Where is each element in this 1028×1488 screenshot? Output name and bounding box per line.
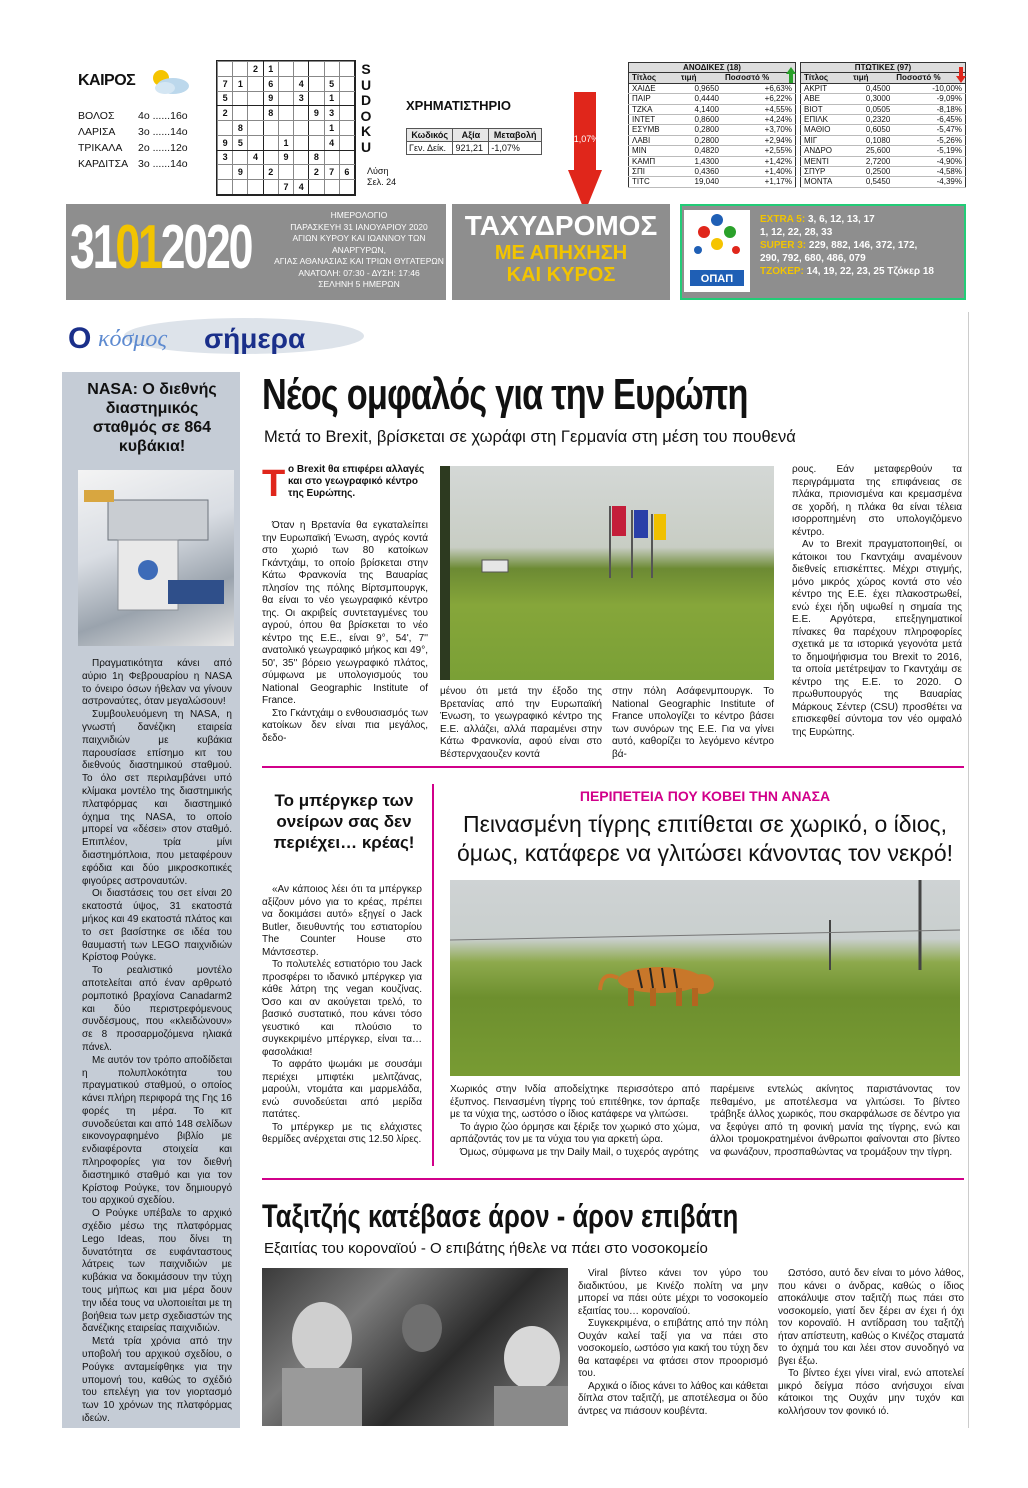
- table-cell: 0,4440: [678, 94, 722, 104]
- sudoku-cell: [324, 62, 339, 77]
- table-cell: 0,9650: [678, 83, 722, 93]
- courier-tagline: ΚΑΙ ΚΥΡΟΣ: [506, 264, 616, 286]
- table-cell: +6,63%: [722, 83, 796, 93]
- sudoku-cell: [294, 62, 309, 77]
- table-cell: ΤΖΚΑ: [629, 104, 678, 114]
- table-cell: ΒΙΟΤ: [801, 104, 850, 114]
- sudoku-cell: 4: [294, 180, 309, 195]
- sudoku-cell: [218, 62, 233, 77]
- sudoku-cell: [324, 180, 339, 195]
- table-cell: 0,2800: [678, 135, 722, 145]
- table-cell: -4,58%: [893, 167, 965, 177]
- table-cell: ΜΑΘΙΟ: [801, 125, 850, 135]
- table-cell: 0,2800: [678, 125, 722, 135]
- sudoku-cell: 9: [263, 91, 278, 106]
- table-row: [629, 146, 796, 156]
- table-cell: +6,22%: [722, 94, 796, 104]
- sudoku-cell: [233, 150, 248, 165]
- sudoku-cell: [339, 135, 354, 150]
- table-cell: ΑΝΔΡΟ: [801, 146, 850, 156]
- table-row: [629, 177, 796, 187]
- table-row: [629, 115, 796, 125]
- table-cell: +2,55%: [722, 146, 796, 156]
- table-row: [629, 94, 796, 104]
- sudoku-cell: [263, 121, 278, 136]
- table-cell: 0,6050: [850, 125, 893, 135]
- sudoku-cell: 5: [218, 91, 233, 106]
- sudoku-cell: [309, 135, 324, 150]
- table-cell: TITC: [629, 177, 678, 187]
- article-column: μένου ότι μετά την έξοδο της Βρετανίας από την Ευρωπαϊκή Ένωση, το γεωγραφικό κέντρο της Ε.Ε. αλλάζει, αλλά παραμένει στην Κάτω Φρανκονία, αφού είναι στο Βέστερνχαουζεν κοντά: [440, 686, 602, 760]
- drop-cap: Τ: [262, 463, 286, 505]
- table-row: [629, 125, 796, 135]
- sudoku-cell: 6: [263, 76, 278, 91]
- down-arrow-icon: [568, 92, 602, 212]
- sudoku-cell: 1: [324, 121, 339, 136]
- sidebar-title: NASA: Ο διεθνής διαστημικός σταθμός σε 864 κυβάκια!: [87, 381, 217, 455]
- opap-logo: [684, 210, 750, 292]
- weather-row: ΛΑΡΙΣΑ 3ο ......14ο: [78, 126, 188, 138]
- sudoku-cell: 7: [324, 165, 339, 180]
- tiger-kicker: ΠΕΡΙΠΕΤΕΙΑ ΠΟΥ ΚΟΒΕΙ ΤΗΝ ΑΝΑΣΑ: [579, 788, 831, 804]
- sudoku-cell: [294, 135, 309, 150]
- date-big: 31012020: [70, 213, 252, 282]
- weather-box: [78, 66, 214, 194]
- sudoku-cell: [278, 121, 293, 136]
- sudoku-cell: [339, 150, 354, 165]
- table-cell: 0,4500: [850, 83, 893, 93]
- sudoku-cell: 4: [294, 76, 309, 91]
- losers-table: ΠΤΩΤΙΚΕΣ (97) Τίτλος τιμή Ποσοστό % ΑΚΡΙΤ 0,4500 -10,00% ΑΒΕ 0,3000 -9,09% ΒΙΟΤ 0,0505 -8,18% ΕΠΙΛΚ 0,2320 -6,45% ΜΑΘΙΟ 0,6050 -5,47% ΜΙΓ 0,1080 -5,26% ΑΝΔΡΟ 25,600 -5,19% ΜΕΝΤΙ 2,7200 -4,90% ΣΠΥΡ 0,2500 -4,58% ΜΟΝΤΑ 0,5450 -4,39%: [800, 62, 966, 188]
- section-title-simera: σήμερα: [204, 323, 306, 354]
- article-column: στην πόλη Ασάφενμπουργκ. Το National Geographic Institute of France υπολογίζει το κέντρο βάσει των συνόρων της Ε.Ε. Για να γίνει αυτό, καθορίζει το λεγόμενο κέντρο βά-: [612, 686, 774, 760]
- sudoku-cell: 3: [294, 91, 309, 106]
- table-cell: 0,0505: [850, 104, 893, 114]
- sudoku-cell: 2: [218, 106, 233, 121]
- sudoku-cell: [309, 76, 324, 91]
- table-cell: ΜΙΓ: [801, 135, 850, 145]
- table-cell: -10,00%: [893, 83, 965, 93]
- table-row: [629, 156, 796, 166]
- tiger-headline: Πεινασμένη τίγρης επιτίθεται σε χωρικό, ο ίδιος, όμως, κατάφερε να γλιτώσει κάνοντας τον νεκρό!: [456, 811, 954, 866]
- sidebar-body: Πραγματικότητα κάνει από αύριο 1η Φεβρουαρίου η NASA το όνειρο όσων ήθελαν να γίνουν αστροναύτες, όταν μεγαλώσουν! Συμβουλευόμενη τη NASA, η γνωστή δανέζικη εταιρεία παιχνιδιών με κυβάκια παρουσίασε επίσημο κιτ του διεθνούς διαστημικού σταθμού. Το όλο σετ περιλαμβάνει υπό κλίμακα μοντέλο της διαστημικής πλατφόρμας και διαστημικό όχημα της NASA, το οποίο μπορεί να «δέσει» στον σταθμό. Επιπλέον, τρία μίνι διαστημόπλοια, που μεταφέρουν εφόδια και δύο μικροσκοπικές φιγούρες αστροναυτών. Οι διαστάσεις του σετ είναι 20 εκατοστά ύψος, 31 εκατοστά μήκος και 49 εκατοστά πλάτος και το σετ βασίστηκε σε ιδέα του θαυμαστή των LEGO παιχνιδιών Κρίστοφ Ρούγκε. Το ρεαλιστικό μοντέλο αποτελείται από έναν αρθρωτό ρομποτικό βραχίονα Canadarm2 και δύο περιστρεφόμενους συνδέσμους, που «κλειδώνουν» σε 8 προσαρμοζόμενα ηλιακά πάνελ. Με αυτόν τον τρόπο αποδίδεται η πολυπλοκότητα του πραγματικού σταθμού, ο οποίος κάνει πλήρη περιφορά της Γης 16 φορές τη μέρα. Το κιτ συνοδεύεται και από 148 σελίδων εικονογραφημένο βιβλίο με ενδιαφέροντα στοιχεία και πληροφορίες για τον διεθνή διαστημικό σταθμό και για τον Κρίστοφ Ρούγκε, τον δημιουργό του αρχικού σχεδίου. Ο Ρούγκε υπέβαλε το αρχικό σχέδιο μέσω της πλατφόρμας Lego Ideas, που δίνει τη δυνατότητα σε ευφάνταστους λάτρεις των παιχνιδιών με κυβάκια να δοκιμάσουν την τύχη τους μήπως και μια μέρα δουν την ιδέα τους να υλοποιείται με τη βοήθεια των μετρ σχεδιαστών της δανέζικης εταιρείας παιχνιδιών. Μετά τρία χρόνια από την υποβολή του αρχικού σχεδίου, ο Ρούγκε ανταμείφθηκε για την υπομονή του, καθώς το σχέδιό του επελέγη για τον γιορτασμό των 10 χρόνων της πλατφόρμας ιδεών.: [82, 658, 232, 1425]
- table-row: [629, 104, 796, 114]
- sudoku-cell: [248, 121, 263, 136]
- section-divider: [262, 766, 964, 768]
- stock-title: ΧΡΗΜΑΤΙΣΤΗΡΙΟ: [406, 98, 511, 113]
- courier-tagline: ΜΕ ΑΠΗΧΗΣΗ: [494, 242, 628, 264]
- sudoku-cell: [294, 165, 309, 180]
- sudoku-cell: [278, 91, 293, 106]
- table-cell: 4,1400: [678, 104, 722, 114]
- table-row: [801, 94, 966, 104]
- sudoku-cell: 7: [278, 180, 293, 195]
- weather-row: ΚΑΡΔΙΤΣΑ 3ο ......14ο: [78, 158, 188, 170]
- sudoku-cell: [309, 121, 324, 136]
- table-cell: 0,3000: [850, 94, 893, 104]
- table-cell: ΕΠΙΛΚ: [801, 115, 850, 125]
- table-row: [801, 177, 966, 187]
- sudoku-cell: 9: [233, 165, 248, 180]
- article-column: παρέμεινε εντελώς ακίνητος παριστάνοντας τον πεθαμένο, με αποτέλεσμα να γλιτώσει. Το βίντεο τράβηξε άλλος χωρικός, που σκαρφάλωσε σε δέντρο για να ξεφύγει από τη φονική μανία της τίγρης, ενώ και άλλοι τρομοκρατημένοι άνθρωποι φαίνονται στο βίντεο να φωνάζουν, προσπαθώντας να τρομάξουν την τίγρη.: [710, 1084, 960, 1158]
- sudoku-grid: [216, 60, 356, 196]
- gainers-table: ΑΝΟΔΙΚΕΣ (18) Τίτλος τιμή Ποσοστό % ΧΑΙΔΕ 0,9650 +6,63% ΠΑΙΡ 0,4440 +6,22% ΤΖΚΑ 4,1400 +4,55% ΙΝΤΕΤ 0,8600 +4,24% ΕΣΥΜΒ 0,2800 +3,70% ΛΑΒΙ 0,2800 +2,94% ΜΙΝ 0,4820 +2,55% ΚΑΜΠ 1,4300 +1,42% ΣΠΙ 0,4360 +1,40% TITC 19,040 +1,17%: [628, 62, 796, 188]
- sudoku-cell: 2: [248, 62, 263, 77]
- table-row: [801, 115, 966, 125]
- arrow-label: -1,07%: [570, 134, 600, 144]
- table-cell: 0,8600: [678, 115, 722, 125]
- table-row: [629, 83, 796, 93]
- stock-index-table: Κωδικός Αξία Μεταβολή Γεν. Δείκ. 921,21 -1,07%: [406, 128, 542, 155]
- sudoku-cell: [294, 150, 309, 165]
- sudoku-cell: [324, 150, 339, 165]
- table-cell: -5,26%: [893, 135, 965, 145]
- field-flags-image: [440, 466, 774, 680]
- sudoku-cell: [248, 180, 263, 195]
- table-cell: ΜΙΝ: [629, 146, 678, 156]
- table-cell: 0,2320: [850, 115, 893, 125]
- sudoku-cell: [233, 180, 248, 195]
- sudoku-cell: 6: [339, 165, 354, 180]
- weather-row: ΤΡΙΚΑΛΑ 2ο ......12ο: [78, 142, 188, 154]
- sudoku-cell: [218, 180, 233, 195]
- sudoku-cell: [248, 165, 263, 180]
- sudoku-cell: [294, 121, 309, 136]
- sudoku-cell: [233, 91, 248, 106]
- sudoku-cell: [309, 91, 324, 106]
- sun-cloud-icon: [143, 66, 193, 96]
- table-cell: -8,18%: [893, 104, 965, 114]
- sudoku-cell: 9: [278, 150, 293, 165]
- sudoku-cell: 9: [218, 135, 233, 150]
- table-cell: ΚΑΜΠ: [629, 156, 678, 166]
- table-cell: ΕΣΥΜΒ: [629, 125, 678, 135]
- table-cell: -5,19%: [893, 146, 965, 156]
- article-column: Χωρικός στην Ινδία αποδείχτηκε περισσότερο από έξυπνος. Πεινασμένη τίγρης τού επιτέθηκε, τον άρπαξε με τα νύχια της, ωστόσο ο ίδιος κατάφερε να γλιτώσει. Το άγριο ζώο όρμησε και ξέριξε τον χωρικό στο χώμα, αρπάζοντάς τον με τα νύχια του για αρκετή ώρα. Όμως, σύμφωνα με την Daily Mail, ο τυχερός αγρότης: [450, 1084, 700, 1158]
- sudoku-cell: 1: [324, 91, 339, 106]
- table-row: [801, 125, 966, 135]
- section-header: [64, 316, 364, 358]
- article-column: Ωστόσο, αυτό δεν είναι το μόνο λάθος, που κάνει ο άνδρας, καθώς ο ίδιος αποκάλυψε στον ταξιτζή πως πάει στο νοσοκομείο, γιατί δεν ξέρει αν έχει ή όχι τον κοροναϊό. Η αντίδραση του ταξιτζή ήταν απίστευτη, καθώς ο Κινέζος σταματά το όχημά του και λέει στον συνοδηγό να βγει έξω. Το βίντεο έχει γίνει viral, ενώ αποτελεί μικρό δείγμα πόσο ανήσυχοι είναι κάτοικοι της Ουχάν μην τυχόν και κολλήσουν τον φονικό ιό.: [778, 1268, 964, 1417]
- sudoku-cell: 2: [263, 165, 278, 180]
- table-cell: -5,47%: [893, 125, 965, 135]
- table-row: [801, 146, 966, 156]
- sudoku-cell: [263, 135, 278, 150]
- sudoku-cell: [278, 76, 293, 91]
- weather-title: ΚΑΙΡΟΣ: [78, 72, 136, 89]
- sudoku-cell: [218, 121, 233, 136]
- sudoku-cell: 1: [278, 135, 293, 150]
- sudoku-cell: 8: [263, 106, 278, 121]
- sudoku-cell: [248, 106, 263, 121]
- table-cell: ΣΠΙ: [629, 167, 678, 177]
- sudoku-cell: [278, 62, 293, 77]
- section-title-o: Ο: [68, 322, 92, 355]
- table-cell: ΣΠΥΡ: [801, 167, 850, 177]
- table-cell: -4,90%: [893, 156, 965, 166]
- table-cell: ΑΒΕ: [801, 94, 850, 104]
- table-cell: 0,2500: [850, 167, 893, 177]
- sudoku-cell: 9: [309, 106, 324, 121]
- table-row: [801, 104, 966, 114]
- table-cell: 0,5450: [850, 177, 893, 187]
- article-column: ρους. Εάν μεταφερθούν τα περιγράμματα της επιφάνειας σε πλάκα, πριονισμένα και κρεμασμένα σε χορδή, η πλάκα θα είναι τέλεια ισορροπημένη στο υπολογιζόμενο κέντρο. Αν το Brexit πραγματοποιηθεί, οι κάτοικοι του Γκαντχάιμ αναμένουν διεθνείς επισκέπτες. Μέχρι στιγμής, μόνο μικρός χώρος κοντά στο νέο κέντρο της Ε.Ε. έχει πλακοστρωθεί, ενώ έχει ήδη υψωθεί η σημαία της Ε.Ε. Αργότερα, επεξηγηματικοί πίνακες θα παρέχουν πληροφορίες σχετικά με τα ιστορικά γεγονότα μετά το δημοψήφισμα του Brexit το 2016, τα οποία μετέτρεψαν το Γκαντχάιμ σε κέντρο της Ε.Ε. το 2020. Ο πρωθυπουργός της Βαυαρίας Μάρκους Σέντερ (CSU) προσθέτει να επισκεφθεί σύντομα τον νέο ομφαλό της Ευρώπης.: [792, 464, 962, 738]
- sudoku-cell: [263, 180, 278, 195]
- sudoku-cell: [278, 165, 293, 180]
- table-cell: ΜΕΝΤΙ: [801, 156, 850, 166]
- opap-logo-icon: [684, 210, 750, 292]
- calendar-info: ΗΜΕΡΟΛΟΓΙΟ ΠΑΡΑΣΚΕΥΗ 31 ΙΑΝΟΥΑΡΙΟΥ 2020 ΑΓΙΩΝ ΚΥΡΟΥ ΚΑΙ ΙΩΑΝΝΟΥ ΤΩΝ ΑΝΑΡΓΥΡΩΝ, ΑΓΙΑΣ ΑΘΑΝΑΣΙΑΣ ΚΑΙ ΤΡΙΩΝ ΘΥΓΑΤΕΡΩΝ ΑΝΑΤΟΛΗ: 07:30 - ΔΥΣΗ: 17:46 ΣΕΛΗΝΗ 5 ΗΜΕΡΩΝ: [274, 210, 444, 289]
- sudoku-cell: [263, 150, 278, 165]
- sudoku-cell: 3: [218, 150, 233, 165]
- table-cell: 25,600: [850, 146, 893, 156]
- column-divider: [432, 784, 434, 1166]
- sudoku-cell: [248, 76, 263, 91]
- sudoku-label: S U D O K U: [360, 61, 372, 155]
- sudoku-cell: [309, 180, 324, 195]
- burger-body: «Αν κάποιος λέει ότι τα μπέργκερ αξίζουν μόνο για το κρέας, πρέπει να δοκιμάσει αυτό» εξηγεί ο Jack Butler, διευθυντής του εστιατορίου The Counter House στο Μάντσεστερ. Το πολυτελές εστιατόριο του Jack προσφέρει το ιδανικό μπέργκερ για κάθε λάτρη της vegan κουζίνας. Όσο και αν ακούγεται τρελό, το βασικό συστατικό, που κάνει τόσο γευστικό και πλούσιο το συγκεκριμένο μπέργκερ, είναι τα… φασολάκια! Το αφράτο ψωμάκι με σουσάμι περιέχει μπιφτέκι μελιτζάνας, μαρούλι, ντομάτα και μαρμελάδα, ενώ συνοδεύεται από μερίδα πατάτες. Το μπέργκερ με τις ελάχιστες θερμίδες ανέρχεται στις 12.50 λίρες.: [262, 884, 422, 1145]
- table-row: [801, 83, 966, 93]
- weather-row: ΒΟΛΟΣ 4ο ......16ο: [78, 110, 188, 122]
- sudoku-cell: [248, 91, 263, 106]
- table-cell: ΙΝΤΕΤ: [629, 115, 678, 125]
- svg-text:ΟΠΑΠ: ΟΠΑΠ: [700, 273, 734, 285]
- subheadline-europe-center: Μετά το Brexit, βρίσκεται σε χωράφι στη Γερμανία στη μέση του πουθενά: [264, 428, 796, 446]
- table-cell: +2,94%: [722, 135, 796, 145]
- taxi-dashcam-image: [262, 1268, 568, 1426]
- taxi-subheadline: Εξαιτίας του κοροναϊού - Ο επιβάτης ήθελε να πάει στο νοσοκομείο: [264, 1240, 708, 1257]
- section-title-kosmos: κόσμος: [98, 326, 168, 352]
- table-cell: 0,4820: [678, 146, 722, 156]
- table-cell: 0,1080: [850, 135, 893, 145]
- table-cell: +4,24%: [722, 115, 796, 125]
- table-cell: 2,7200: [850, 156, 893, 166]
- tiger-icon: [598, 960, 722, 1006]
- table-cell: 1,4300: [678, 156, 722, 166]
- sudoku-cell: [278, 106, 293, 121]
- sudoku-cell: [339, 121, 354, 136]
- sudoku-cell: [248, 135, 263, 150]
- sudoku-cell: [339, 62, 354, 77]
- article-lead: Τ ο Brexit θα επιφέρει αλλαγές και στο γεωγραφικό κέντρο της Ευρώπης.: [262, 463, 425, 505]
- table-row: [801, 167, 966, 177]
- taxi-headline: Ταξιτζής κατέβασε άρον - άρον επιβάτη: [262, 1198, 739, 1234]
- table-row: [801, 135, 966, 145]
- courier-banner: [452, 204, 670, 300]
- article-column: Όταν η Βρετανία θα εγκαταλείπει την Ευρωπαϊκή Ένωση, αγρός κοντά στο χωριό των 80 κατοίκων Γκάντχάιμ, το οποίο βρίσκεται στην Κάτω Φρανκονία της Βαυαρίας πλησίον της πόλης Βίρτσμπουργκ, θα είναι το νέο γεωγραφικό κέντρο της. Οι ακριβείς συντεταγμένες του αγρού, όπου θα βρίσκεται το νέο κέντρο της Ε.Ε., είναι 9°, 54', 7'' ανατολικό γεωγραφικό μήκος και 49°, 50', 35'' βόρειο γεωγραφικό πλάτος, σύμφωνα με υπολογισμούς του National Geographic Institute of France. Στο Γκάντχάιμ ο ενθουσιασμός των κατοίκων δεν είναι πια μεγάλος, δεδο-: [262, 520, 428, 744]
- sudoku-cell: 1: [233, 76, 248, 91]
- burger-headline: Το μπέργκερ των ονείρων σας δεν περιέχει… κρέας!: [273, 791, 415, 852]
- table-cell: -6,45%: [893, 115, 965, 125]
- sudoku-cell: [339, 76, 354, 91]
- page-rule: [968, 312, 969, 1428]
- sudoku-cell: [339, 106, 354, 121]
- table-cell: 0,4360: [678, 167, 722, 177]
- table-cell: +3,70%: [722, 125, 796, 135]
- sudoku-cell: [339, 180, 354, 195]
- sudoku-cell: 4: [324, 135, 339, 150]
- sudoku-cell: 8: [309, 150, 324, 165]
- sudoku-cell: [309, 62, 324, 77]
- table-cell: 19,040: [678, 177, 722, 187]
- sudoku-cell: 2: [309, 165, 324, 180]
- table-cell: +1,40%: [722, 167, 796, 177]
- section-divider: [262, 1178, 964, 1180]
- table-cell: +1,17%: [722, 177, 796, 187]
- sudoku-cell: 1: [263, 62, 278, 77]
- table-cell: ΧΑΙΔΕ: [629, 83, 678, 93]
- table-cell: +1,42%: [722, 156, 796, 166]
- courier-title: ΤΑΧΥΔΡΟΜΟΣ: [464, 210, 658, 241]
- table-cell: -4,39%: [893, 177, 965, 187]
- sudoku-cell: [218, 165, 233, 180]
- table-row: [629, 167, 796, 177]
- table-cell: ΜΟΝΤΑ: [801, 177, 850, 187]
- sudoku-cell: [233, 106, 248, 121]
- sudoku-cell: [339, 91, 354, 106]
- sudoku-cell: 4: [248, 150, 263, 165]
- space-station-image: [78, 470, 234, 646]
- article-column: Viral βίντεο κάνει τον γύρο του διαδικτύου, με Κινέζο πολίτη να μην μπορεί να πάει ούτε μέχρι το νοσοκομείο εξαιτίας του… κοροναϊού. Συγκεκριμένα, ο επιβάτης από την πόλη Ουχάν καλεί ταξί για να πάει στο νοσοκομείο, ωστόσο για κακή του τύχη δεν θα καταφέρει να φτάσει στον προορισμό του. Αρχικά ο ίδιος κάνει το λάθος και κάθεται δίπλα στον ταξιτζή, με αποτέλεσμα οι δύο άντρες να πιάσουν κουβέντα.: [578, 1268, 768, 1417]
- table-cell: ΛΑΒΙ: [629, 135, 678, 145]
- sudoku-cell: 8: [233, 121, 248, 136]
- table-cell: -9,09%: [893, 94, 965, 104]
- table-cell: ΑΚΡΙΤ: [801, 83, 850, 93]
- lottery-results: EXTRA 5: 3, 6, 12, 13, 17 1, 12, 22, 28, 33 SUPER 3: 229, 882, 146, 372, 172, 290, 792, 680, 486, 079 ΤΖΟΚΕΡ: 14, 19, 22, 23, 25 Τζόκερ 18: [760, 214, 934, 277]
- sudoku-solution-ref: Λύση Σελ. 24: [367, 166, 397, 187]
- down-arrow-small-icon: [956, 67, 966, 83]
- table-row: [629, 135, 796, 145]
- sudoku-cell: 5: [233, 135, 248, 150]
- headline-europe-center: Νέος ομφαλός για την Ευρώπη: [262, 370, 748, 419]
- table-row: [801, 156, 966, 166]
- sudoku-cell: 7: [218, 76, 233, 91]
- sudoku-cell: 3: [324, 106, 339, 121]
- table-cell: +4,55%: [722, 104, 796, 114]
- sudoku-cell: 5: [324, 76, 339, 91]
- sudoku-cell: [294, 106, 309, 121]
- table-cell: ΠΑΙΡ: [629, 94, 678, 104]
- up-arrow-icon: [786, 67, 796, 83]
- sudoku-cell: [233, 62, 248, 77]
